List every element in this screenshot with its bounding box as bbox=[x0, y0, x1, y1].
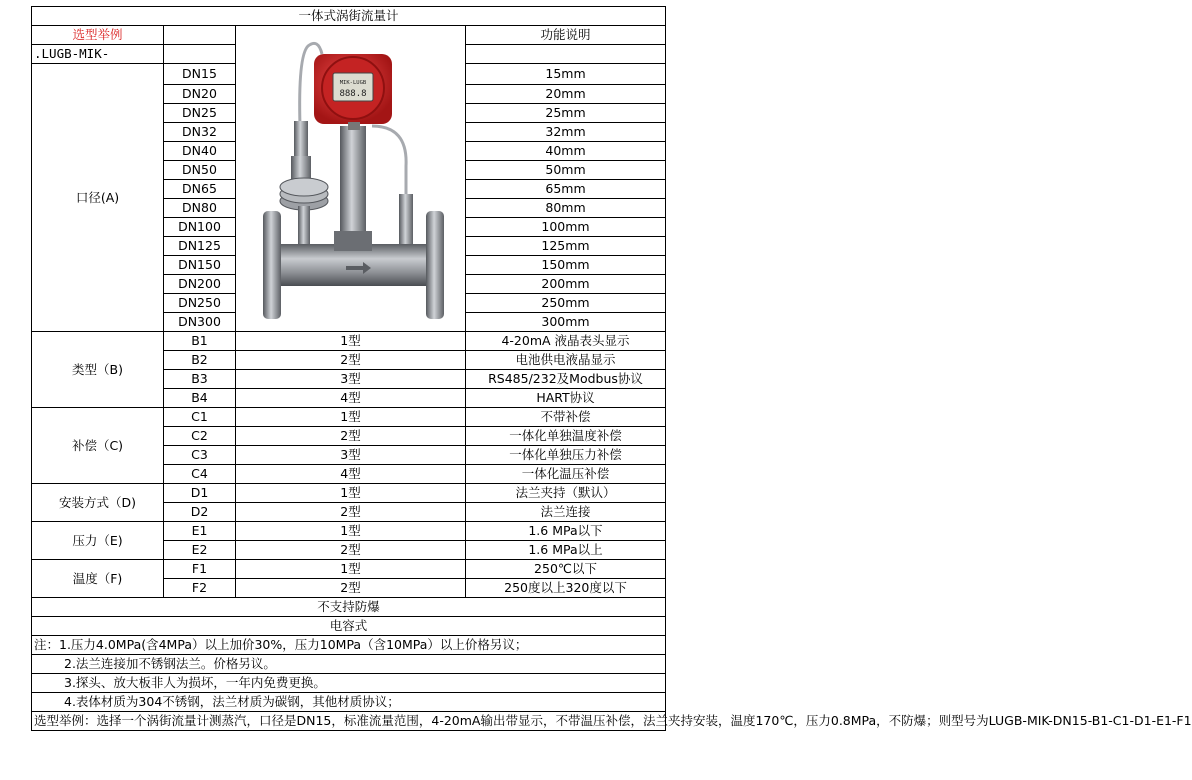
option-code: C1 bbox=[164, 408, 236, 427]
note-line-row bbox=[32, 655, 666, 674]
option-desc: 1.6 MPa以上 bbox=[466, 541, 666, 560]
spec-table bbox=[31, 6, 1192, 731]
diameter-code: DN150 bbox=[164, 256, 236, 275]
note-line bbox=[32, 636, 666, 655]
selection-example-text: 选型举例：选择一个涡街流量计测蒸汽，口径是DN15，标准流量范围，4-20mA输出带显示，不带温压补偿，法兰夹持安装，温度170℃，压力0.8MPa，不防爆；则型号为LUGB-MIK-DN15-B1-C1-D1-E1-F1 bbox=[32, 712, 666, 731]
diameter-desc: 15mm bbox=[466, 64, 666, 85]
option-desc: 法兰夹持（默认） bbox=[466, 484, 666, 503]
capacitive-type: 电容式 bbox=[32, 617, 666, 636]
diameter-desc: 300mm bbox=[466, 313, 666, 332]
option-type: 3型 bbox=[236, 446, 466, 465]
no-explosion-proof: 不支持防爆 bbox=[32, 598, 666, 617]
option-group-label: 类型（B) bbox=[32, 332, 164, 408]
diameter-code: DN15 bbox=[164, 64, 236, 85]
option-type: 1型 bbox=[236, 332, 466, 351]
lcd-line-2: 888.8 bbox=[339, 89, 367, 99]
option-group-label: 安装方式（D) bbox=[32, 484, 164, 522]
diameter-desc: 20mm bbox=[466, 85, 666, 104]
option-row bbox=[32, 332, 666, 351]
diameter-desc: 150mm bbox=[466, 256, 666, 275]
option-code: E2 bbox=[164, 541, 236, 560]
option-row bbox=[32, 560, 666, 579]
diameter-desc: 32mm bbox=[466, 123, 666, 142]
spec-sheet bbox=[31, 6, 1192, 731]
option-type: 2型 bbox=[236, 503, 466, 522]
option-type: 1型 bbox=[236, 560, 466, 579]
option-group-label: 温度（F) bbox=[32, 560, 164, 598]
option-desc: 4-20mA 液晶表头显示 bbox=[466, 332, 666, 351]
model-prefix: .LUGB-MIK- bbox=[32, 45, 164, 64]
option-code: C2 bbox=[164, 427, 236, 446]
option-code: D1 bbox=[164, 484, 236, 503]
option-code: B2 bbox=[164, 351, 236, 370]
diameter-desc: 200mm bbox=[466, 275, 666, 294]
housing-connector bbox=[348, 122, 360, 130]
diameter-code: DN80 bbox=[164, 199, 236, 218]
option-type: 1型 bbox=[236, 484, 466, 503]
left-fitting bbox=[294, 121, 308, 161]
option-code: B1 bbox=[164, 332, 236, 351]
diameter-code: DN40 bbox=[164, 142, 236, 161]
option-type: 3型 bbox=[236, 370, 466, 389]
header-blank bbox=[164, 26, 236, 45]
option-type: 2型 bbox=[236, 427, 466, 446]
option-type: 2型 bbox=[236, 579, 466, 598]
note-text: 3.探头、放大板非人为损坏，一年内免费更换。 bbox=[64, 675, 326, 690]
option-desc: 不带补偿 bbox=[466, 408, 666, 427]
option-desc: HART协议 bbox=[466, 389, 666, 408]
option-desc: 250度以上320度以下 bbox=[466, 579, 666, 598]
option-desc: 一体化单独温度补偿 bbox=[466, 427, 666, 446]
option-desc: 1.6 MPa以下 bbox=[466, 522, 666, 541]
option-row bbox=[32, 408, 666, 427]
option-group-label: 补偿（C) bbox=[32, 408, 164, 484]
note-text: 注：1.压力4.0MPa(含4MPa）以上加价30%，压力10MPa（含10MPa）以上价格另议； bbox=[34, 637, 528, 652]
diameter-desc: 125mm bbox=[466, 237, 666, 256]
pressure-sensor-disk-cap bbox=[280, 178, 328, 196]
option-code: B4 bbox=[164, 389, 236, 408]
diameter-desc: 65mm bbox=[466, 180, 666, 199]
diameter-desc: 40mm bbox=[466, 142, 666, 161]
diameter-code: DN32 bbox=[164, 123, 236, 142]
option-row bbox=[32, 484, 666, 503]
left-valve bbox=[291, 156, 311, 180]
option-group-label: 压力（E) bbox=[32, 522, 164, 560]
diameter-code: DN25 bbox=[164, 104, 236, 123]
right-impulse-tube bbox=[372, 126, 406, 196]
right-flange bbox=[426, 211, 444, 319]
diameter-code: DN65 bbox=[164, 180, 236, 199]
diameter-desc: 25mm bbox=[466, 104, 666, 123]
spec-table-body-lower bbox=[32, 332, 1192, 731]
capacitive-type-row bbox=[32, 617, 666, 636]
option-type: 4型 bbox=[236, 465, 466, 484]
neck-base bbox=[334, 231, 372, 251]
note-line-row bbox=[32, 674, 666, 693]
option-type: 2型 bbox=[236, 351, 466, 370]
option-code: C3 bbox=[164, 446, 236, 465]
option-desc: 一体化温压补偿 bbox=[466, 465, 666, 484]
diameter-code: DN300 bbox=[164, 313, 236, 332]
option-code: C4 bbox=[164, 465, 236, 484]
diameter-desc: 50mm bbox=[466, 161, 666, 180]
option-type: 1型 bbox=[236, 522, 466, 541]
option-type: 4型 bbox=[236, 389, 466, 408]
left-riser bbox=[298, 206, 310, 244]
option-code: B3 bbox=[164, 370, 236, 389]
diameter-code: DN20 bbox=[164, 85, 236, 104]
model-prefix-desc-blank bbox=[466, 45, 666, 64]
diameter-code: DN100 bbox=[164, 218, 236, 237]
left-flange bbox=[263, 211, 281, 319]
diameter-desc: 100mm bbox=[466, 218, 666, 237]
diameter-label: 口径(A) bbox=[32, 64, 164, 332]
diameter-code: DN50 bbox=[164, 161, 236, 180]
vortex-flowmeter-image bbox=[238, 26, 468, 331]
selection-example-text-row bbox=[32, 712, 666, 731]
diameter-desc: 80mm bbox=[466, 199, 666, 218]
spec-table-body bbox=[32, 7, 666, 332]
page-title: 一体式涡街流量计 bbox=[32, 7, 666, 26]
option-desc: RS485/232及Modbus协议 bbox=[466, 370, 666, 389]
no-explosion-proof-row bbox=[32, 598, 666, 617]
note-text: 2.法兰连接加不锈钢法兰。价格另议。 bbox=[64, 656, 276, 671]
selection-example-header: 选型举例 bbox=[32, 26, 164, 45]
note-line-row bbox=[32, 693, 666, 712]
function-desc-header: 功能说明 bbox=[466, 26, 666, 45]
lcd-line-1: MIK-LUGB bbox=[339, 80, 367, 86]
option-code: F2 bbox=[164, 579, 236, 598]
option-code: D2 bbox=[164, 503, 236, 522]
option-type: 1型 bbox=[236, 408, 466, 427]
note-line bbox=[32, 674, 666, 693]
diameter-code: DN200 bbox=[164, 275, 236, 294]
header-row bbox=[32, 26, 666, 45]
option-type: 2型 bbox=[236, 541, 466, 560]
option-code: F1 bbox=[164, 560, 236, 579]
diameter-code: DN250 bbox=[164, 294, 236, 313]
product-photo bbox=[236, 26, 466, 332]
option-desc: 电池供电液晶显示 bbox=[466, 351, 666, 370]
option-desc: 250℃以下 bbox=[466, 560, 666, 579]
option-desc: 一体化单独压力补偿 bbox=[466, 446, 666, 465]
model-prefix-blank bbox=[164, 45, 236, 64]
option-row bbox=[32, 522, 666, 541]
note-line bbox=[32, 655, 666, 674]
diameter-code: DN125 bbox=[164, 237, 236, 256]
note-text: 4.表体材质为304不锈钢，法兰材质为碳钢，其他材质协议； bbox=[64, 694, 400, 709]
diameter-desc: 250mm bbox=[466, 294, 666, 313]
option-desc: 法兰连接 bbox=[466, 503, 666, 522]
title-row bbox=[32, 7, 666, 26]
right-fitting bbox=[399, 194, 413, 244]
note-line bbox=[32, 693, 666, 712]
option-code: E1 bbox=[164, 522, 236, 541]
note-line-row bbox=[32, 636, 666, 655]
